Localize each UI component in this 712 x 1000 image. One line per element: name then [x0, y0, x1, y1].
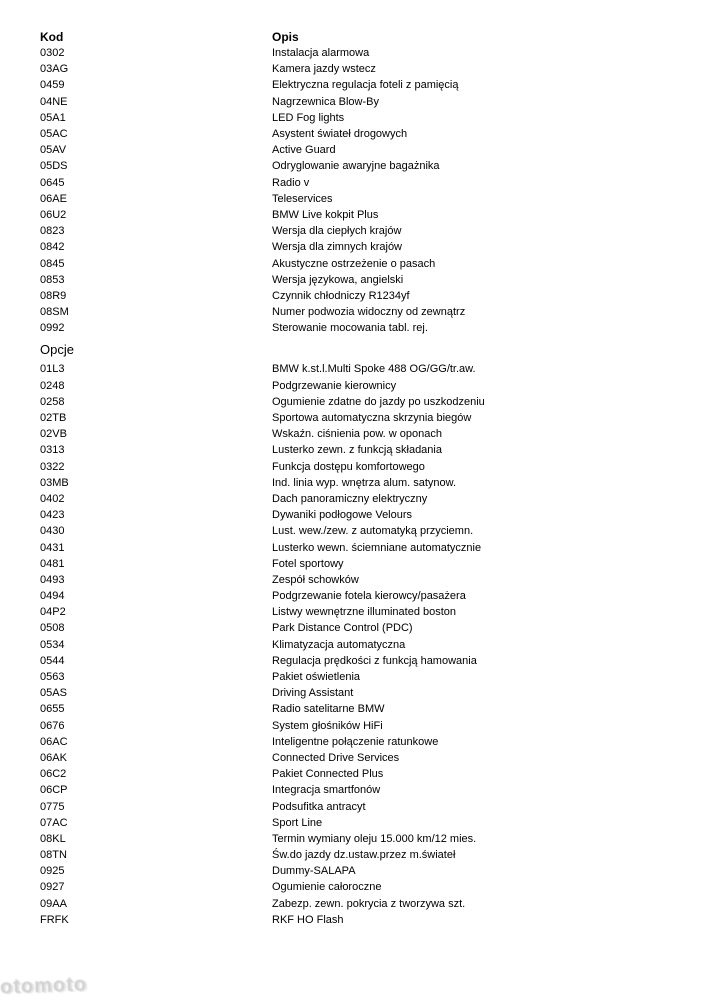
table-row	[40, 126, 702, 142]
section-label: Opcje	[40, 342, 74, 358]
description-cell: Zespół schowków	[272, 573, 359, 586]
description-cell: Inteligentne połączenie ratunkowe	[272, 735, 439, 748]
description-cell: Funkcja dostępu komfortowego	[272, 460, 425, 473]
code-cell: 0823	[40, 225, 65, 238]
description-cell: Sport Line	[272, 816, 323, 829]
table-row	[40, 896, 702, 912]
description-cell: Sportowa automatyczna skrzynia biegów	[272, 412, 472, 425]
table-row	[40, 110, 702, 126]
description-cell: Connected Drive Services	[272, 751, 400, 764]
code-cell: 0508	[40, 622, 65, 635]
description-cell: Numer podwozia widoczny od zewnątrz	[272, 306, 466, 319]
table-row	[40, 798, 702, 814]
table-row	[40, 523, 702, 539]
table-row	[40, 604, 702, 620]
table-row	[40, 288, 702, 304]
table-row	[40, 653, 702, 669]
code-cell: 08R9	[40, 289, 67, 302]
code-cell: 0322	[40, 460, 65, 473]
code-cell: 0431	[40, 541, 65, 554]
table-row	[40, 394, 702, 410]
table-row	[40, 442, 702, 458]
table-row	[40, 378, 702, 394]
table-row	[40, 459, 702, 475]
description-cell: Podgrzewanie kierownicy	[272, 379, 397, 392]
description-cell: Ogumienie zdatne do jazdy po uszkodzeniu	[272, 395, 485, 408]
code-cell: 04P2	[40, 606, 66, 619]
code-cell: 0775	[40, 800, 65, 813]
table-row	[40, 475, 702, 491]
table-row	[40, 223, 702, 239]
code-cell: 06C2	[40, 768, 67, 781]
table-row	[40, 142, 702, 158]
description-cell: Św.do jazdy dz.ustaw.przez m.świateł	[272, 849, 456, 862]
code-cell: 0430	[40, 525, 65, 538]
table-row	[40, 320, 702, 336]
description-cell: Czynnik chłodniczy R1234yf	[272, 289, 410, 302]
code-cell: 03MB	[40, 476, 69, 489]
table-header	[40, 28, 702, 45]
table-row	[40, 620, 702, 636]
description-cell: Radio v	[272, 176, 310, 189]
table-row	[40, 685, 702, 701]
description-cell: Sterowanie mocowania tabl. rej.	[272, 322, 428, 335]
table-row	[40, 815, 702, 831]
description-cell: Podsufitka antracyt	[272, 800, 366, 813]
column-header-opis: Opis	[272, 29, 299, 44]
description-cell: Park Distance Control (PDC)	[272, 622, 413, 635]
description-cell: Integracja smartfonów	[272, 784, 381, 797]
description-cell: Dummy-SALAPA	[272, 865, 356, 878]
table-row	[40, 304, 702, 320]
table-row	[40, 718, 702, 734]
table-row	[40, 272, 702, 288]
description-cell: Lust. wew./zew. z automatyką przyciemn.	[272, 525, 474, 538]
table-row	[40, 701, 702, 717]
description-cell: Klimatyzacja automatyczna	[272, 638, 406, 651]
code-cell: 09AA	[40, 897, 67, 910]
code-cell: 02VB	[40, 428, 67, 441]
code-cell: 0845	[40, 257, 65, 270]
table-row	[40, 507, 702, 523]
code-cell: 08TN	[40, 849, 67, 862]
description-cell: Fotel sportowy	[272, 557, 344, 570]
code-cell: 0481	[40, 557, 65, 570]
description-cell: Pakiet Connected Plus	[272, 768, 384, 781]
description-cell: LED Fog lights	[272, 111, 345, 124]
description-cell: Akustyczne ostrzeżenie o pasach	[272, 257, 436, 270]
description-cell: Wskaźn. ciśnienia pow. w oponach	[272, 428, 442, 441]
table-row	[40, 539, 702, 555]
description-cell: Lusterko zewn. z funkcją składania	[272, 444, 442, 457]
description-cell: Lusterko wewn. ściemniane automatycznie	[272, 541, 482, 554]
table-row	[40, 863, 702, 879]
table-row	[40, 831, 702, 847]
code-cell: 0927	[40, 881, 65, 894]
table-row	[40, 410, 702, 426]
description-cell: Instalacja alarmowa	[272, 47, 370, 60]
table-row	[40, 766, 702, 782]
table-row	[40, 491, 702, 507]
table-row	[40, 912, 702, 928]
table-row	[40, 669, 702, 685]
table-row	[40, 572, 702, 588]
code-cell: 0645	[40, 176, 65, 189]
code-cell: 0493	[40, 573, 65, 586]
description-cell: Wersja językowa, angielski	[272, 273, 404, 286]
code-cell: 0302	[40, 47, 65, 60]
description-cell: Termin wymiany oleju 15.000 km/12 mies.	[272, 832, 477, 845]
code-cell: 0459	[40, 79, 65, 92]
description-cell: Active Guard	[272, 144, 336, 157]
code-cell: 0258	[40, 395, 65, 408]
table-row	[40, 77, 702, 93]
code-cell: 0423	[40, 509, 65, 522]
table-row	[40, 637, 702, 653]
table-row	[40, 556, 702, 572]
description-cell: Pakiet oświetlenia	[272, 671, 361, 684]
code-cell: 08KL	[40, 832, 66, 845]
description-cell: System głośników HiFi	[272, 719, 383, 732]
code-cell: 06U2	[40, 208, 67, 221]
table-row	[40, 734, 702, 750]
code-cell: 0842	[40, 241, 65, 254]
description-cell: Regulacja prędkości z funkcją hamowania	[272, 654, 477, 667]
code-cell: 01L3	[40, 363, 65, 376]
description-cell: Listwy wewnętrzne illuminated boston	[272, 606, 457, 619]
description-cell: Elektryczna regulacja foteli z pamięcią	[272, 79, 459, 92]
description-cell: Teleservices	[272, 192, 333, 205]
table-row	[40, 175, 702, 191]
table-row	[40, 239, 702, 255]
code-cell: 0992	[40, 322, 65, 335]
code-cell: 06CP	[40, 784, 68, 797]
description-cell: Kamera jazdy wstecz	[272, 63, 376, 76]
code-cell: 0494	[40, 590, 65, 603]
code-cell: 05AV	[40, 144, 67, 157]
description-cell: Podgrzewanie fotela kierowcy/pasażera	[272, 590, 466, 603]
code-cell: 0544	[40, 654, 65, 667]
description-cell: Dywaniki podłogowe Velours	[272, 509, 413, 522]
code-cell: 05AC	[40, 128, 68, 141]
table-body	[40, 45, 702, 928]
description-cell: BMW k.st.l.Multi Spoke 488 OG/GG/tr.aw.	[272, 363, 476, 376]
table-row	[40, 61, 702, 77]
code-cell: 02TB	[40, 412, 67, 425]
description-cell: Ogumienie całoroczne	[272, 881, 382, 894]
description-cell: Dach panoramiczny elektryczny	[272, 492, 428, 505]
code-cell: 03AG	[40, 63, 69, 76]
description-cell: Driving Assistant	[272, 687, 354, 700]
table-row	[40, 782, 702, 798]
code-cell: 0313	[40, 444, 65, 457]
table-row	[40, 191, 702, 207]
code-cell: 0655	[40, 703, 65, 716]
table-row	[40, 847, 702, 863]
description-cell: Wersja dla ciepłych krajów	[272, 225, 402, 238]
code-cell: 08SM	[40, 306, 69, 319]
column-header-kod: Kod	[40, 29, 64, 44]
code-cell: 0925	[40, 865, 65, 878]
description-cell: Asystent świateł drogowych	[272, 128, 408, 141]
code-cell: 0563	[40, 671, 65, 684]
table-row	[40, 255, 702, 271]
code-cell: FRFK	[40, 913, 69, 926]
code-cell: 0248	[40, 379, 65, 392]
code-cell: 0534	[40, 638, 65, 651]
watermark: otomoto	[0, 973, 88, 999]
table-row	[40, 94, 702, 110]
code-cell: 05DS	[40, 160, 68, 173]
description-cell: Wersja dla zimnych krajów	[272, 241, 403, 254]
code-cell: 05AS	[40, 687, 67, 700]
table-row	[40, 361, 702, 377]
description-cell: RKF HO Flash	[272, 913, 344, 926]
table-row	[40, 158, 702, 174]
table-row	[40, 879, 702, 895]
table-row	[40, 45, 702, 61]
description-cell: Zabezp. zewn. pokrycia z tworzywa szt.	[272, 897, 466, 910]
table-row	[40, 426, 702, 442]
description-cell: Radio satelitarne BMW	[272, 703, 385, 716]
code-cell: 0402	[40, 492, 65, 505]
description-cell: Odryglowanie awaryjne bagażnika	[272, 160, 440, 173]
code-cell: 04NE	[40, 95, 68, 108]
table-row	[40, 588, 702, 604]
description-cell: Ind. linia wyp. wnętrza alum. satynow.	[272, 476, 457, 489]
code-cell: 07AC	[40, 816, 68, 829]
table-row	[40, 750, 702, 766]
code-cell: 0676	[40, 719, 65, 732]
code-cell: 06AC	[40, 735, 68, 748]
code-cell: 06AE	[40, 192, 67, 205]
table-row	[40, 207, 702, 223]
code-cell: 06AK	[40, 751, 67, 764]
description-cell: Nagrzewnica Blow-By	[272, 95, 379, 108]
code-cell: 0853	[40, 273, 65, 286]
code-cell: 05A1	[40, 111, 66, 124]
description-cell: BMW Live kokpit Plus	[272, 208, 379, 221]
